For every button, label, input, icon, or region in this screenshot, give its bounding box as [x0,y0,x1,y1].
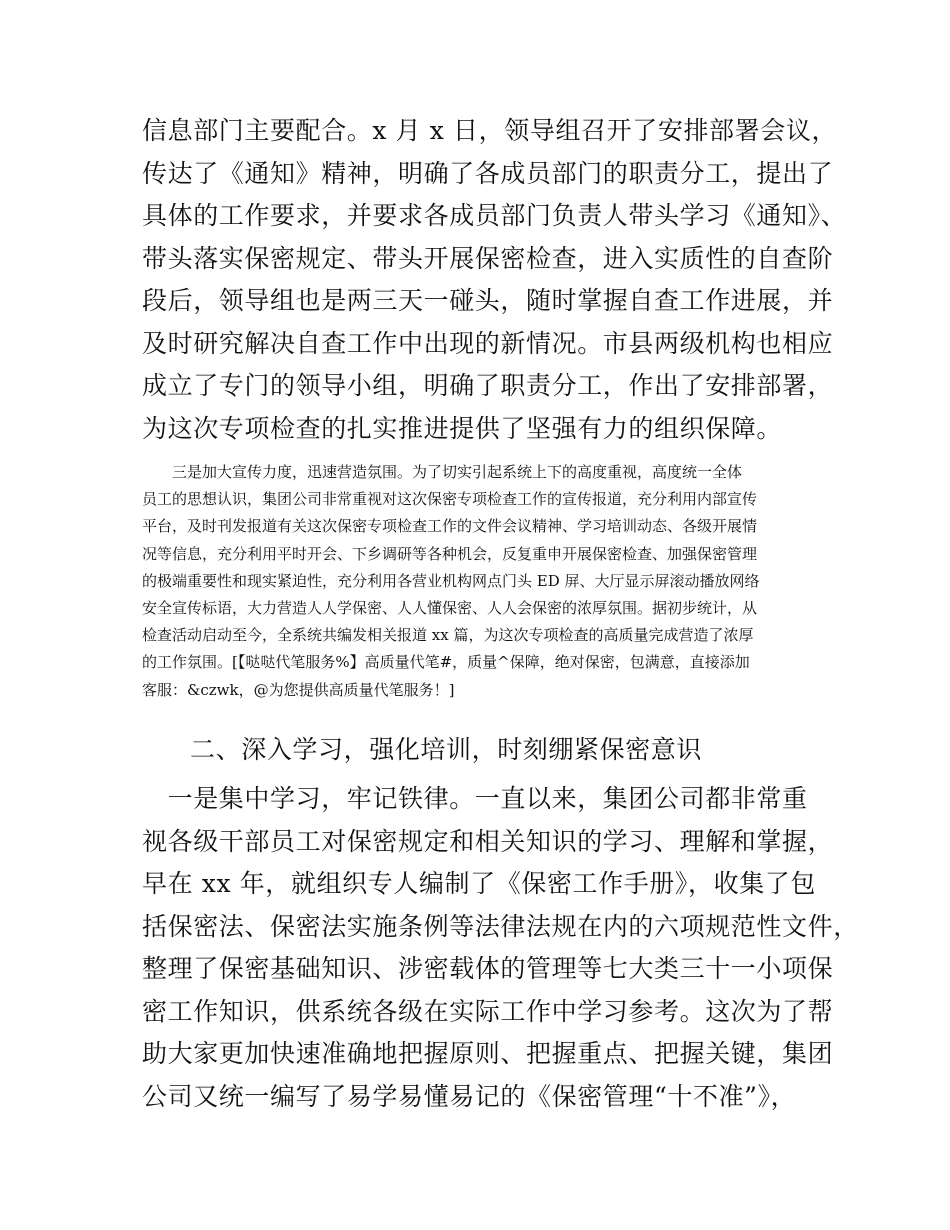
text-line: 客服：&czwk，@为您提供高质量代笔服务！] [142,680,455,699]
text-line: 段后，领导组也是两三天一碰头，随时掌握自查工作进展，并 [142,286,834,315]
text-line: 括保密法、保密法实施条例等法律法规在内的六项规范性文件， [142,911,859,941]
section-heading: 二、深入学习，强化培训，时刻绷紧保密意识 [190,735,703,764]
paragraph-organization-guarantee [142,110,847,450]
text-line: 检查活动启动至今，全系统共编发相关报道 xx 篇，为这次专项检查的高质量完成营造了浓厚 [142,626,754,645]
text-line: 三是加大宣传力度，迅速营造氛围。为了切实引起系统上下的高度重视，高度统一全体 [142,463,743,481]
text-line: 传达了《通知》精神，明确了各成员部门的职责分工，提出了 [142,158,834,188]
text-line: 信息部门主要配合。x 月 x 日，领导组召开了安排部署会议， [142,116,838,145]
paragraph-publicity [142,459,817,704]
text-line: 整理了保密基础知识、涉密载体的管理等七大类三十一小项保 [142,954,834,983]
text-line: 密工作知识，供系统各级在实际工作中学习参考。这次为了帮 [142,996,834,1026]
text-line: 成立了专门的领导小组，明确了职责分工，作出了安排部署， [142,371,834,400]
text-line: 平台，及时刊发报道有关这次保密专项检查工作的文件会议精神、学习培训动态、各级开展情 [142,517,758,536]
text-line: 员工的思想认识，集团公司非常重视对这次保密专项检查工作的宣传报道，充分利用内部宣传 [142,490,758,509]
text-line: 安全宣传标语，大力营造人人学保密、人人懂保密、人人会保密的浓厚氛围。据初步统计，从 [142,599,758,618]
text-line: 助大家更加快速准确地把握原则、把握重点、把握关键，集团 [142,1039,834,1068]
text-line: 公司又统一编写了易学易懂易记的《保密管理“十不准”》， [142,1081,797,1111]
text-line: 为这次专项检查的扎实推进提供了坚强有力的组织保障。 [142,413,783,443]
paragraph-concentrated-study [142,778,859,1118]
text-line: 视各级干部员工对保密规定和相关知识的学习、理解和掌握， [142,826,834,856]
text-line: 的极端重要性和现实紧迫性，充分利用各营业机构网点门头 ED 屏、大厅显示屏滚动播放网络 [142,571,760,590]
text-line: 一是集中学习，牢记铁律。一直以来，集团公司都非常重 [142,784,808,813]
text-line: 的工作氛围。[【哒哒代笔服务%】高质量代笔#，质量^保障，绝对保密，包满意，直接添加 [142,653,750,672]
text-line: 早在 xx 年，就组织专人编制了《保密工作手册》，收集了包 [142,869,816,898]
text-line: 及时研究解决自查工作中出现的新情况。市县两级机构也相应 [142,328,834,358]
text-line: 具体的工作要求，并要求各成员部门负责人带头学习《通知》、 [142,201,847,230]
text-line: 带头落实保密规定、带头开展保密检查，进入实质性的自查阶 [142,243,834,273]
text-line: 况等信息，充分利用平时开会、下乡调研等各种机会，反复重申开展保密检查、加强保密管理 [142,544,758,563]
